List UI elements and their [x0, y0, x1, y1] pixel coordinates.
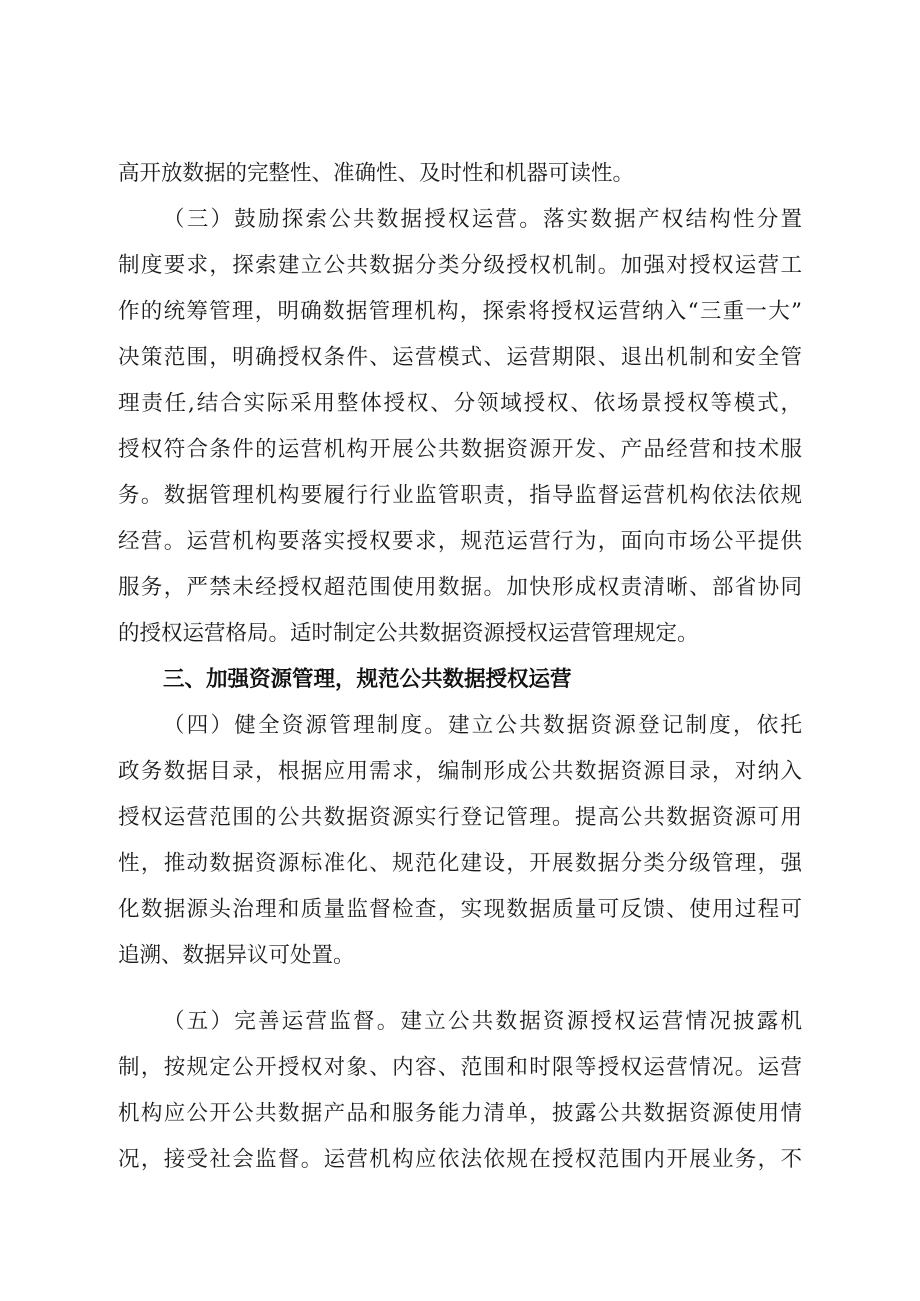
paragraph-3-line-10: 的授权运营格局。适时制定公共数据资源授权运营管理规定。: [118, 621, 699, 646]
paragraph-4-line-3: 授权运营范围的公共数据资源实行登记管理。提高公共数据资源可用: [118, 805, 802, 830]
paragraph-5-line-3: 机构应公开公共数据产品和服务能力清单，披露公共数据资源使用情: [118, 1101, 802, 1126]
paragraph-3-line-7: 务。数据管理机构要履行行业监管职责，指导监督运营机构依法依规: [118, 483, 802, 508]
paragraph-3-line-5: 理责任,结合实际采用整体授权、分领域授权、依场景授权等模式，: [118, 391, 802, 416]
paragraph-4-line-2: 政务数据目录，根据应用需求，编制形成公共数据资源目录，对纳入: [118, 759, 802, 784]
paragraph-4-line-1: （四）健全资源管理制度。建立公共数据资源登记制度，依托: [163, 713, 802, 738]
paragraph-3-line-2: 制度要求，探索建立公共数据分类分级授权机制。加强对授权运营工: [118, 253, 802, 278]
paragraph-5-line-2: 制，按规定公开授权对象、内容、范围和时限等授权运营情况。运营: [118, 1055, 802, 1080]
paragraph-3-line-9: 服务，严禁未经授权超范围使用数据。加快形成权责清晰、部省协同: [118, 575, 802, 600]
paragraph-3-line-6: 授权符合条件的运营机构开展公共数据资源开发、产品经营和技术服: [118, 437, 802, 462]
paragraph-3-line-8: 经营。运营机构要落实授权要求，规范运营行为，面向市场公平提供: [118, 529, 802, 554]
paragraph-4-line-4: 性，推动数据资源标准化、规范化建设，开展数据分类分级管理，强: [118, 851, 802, 876]
paragraph-4-line-5: 化数据源头治理和质量监督检查，实现数据质量可反馈、使用过程可: [118, 897, 802, 922]
paragraph-2-end-line: 高开放数据的完整性、准确性、及时性和机器可读性。: [118, 161, 635, 186]
paragraph-3-line-3: 作的统筹管理，明确数据管理机构，探索将授权运营纳入“三重一大”: [118, 299, 802, 324]
paragraph-5-line-1: （五）完善运营监督。建立公共数据资源授权运营情况披露机: [163, 1009, 802, 1034]
paragraph-3-line-1: （三）鼓励探索公共数据授权运营。落实数据产权结构性分置: [163, 207, 802, 232]
paragraph-3-line-4: 决策范围，明确授权条件、运营模式、运营期限、退出机制和安全管: [118, 345, 802, 370]
paragraph-4-line-6: 追溯、数据异议可处置。: [118, 943, 355, 968]
section-heading-3: 三、加强资源管理，规范公共数据授权运营: [163, 667, 572, 692]
paragraph-5-line-4: 况，接受社会监督。运营机构应依法依规在授权范围内开展业务，不: [118, 1147, 802, 1172]
